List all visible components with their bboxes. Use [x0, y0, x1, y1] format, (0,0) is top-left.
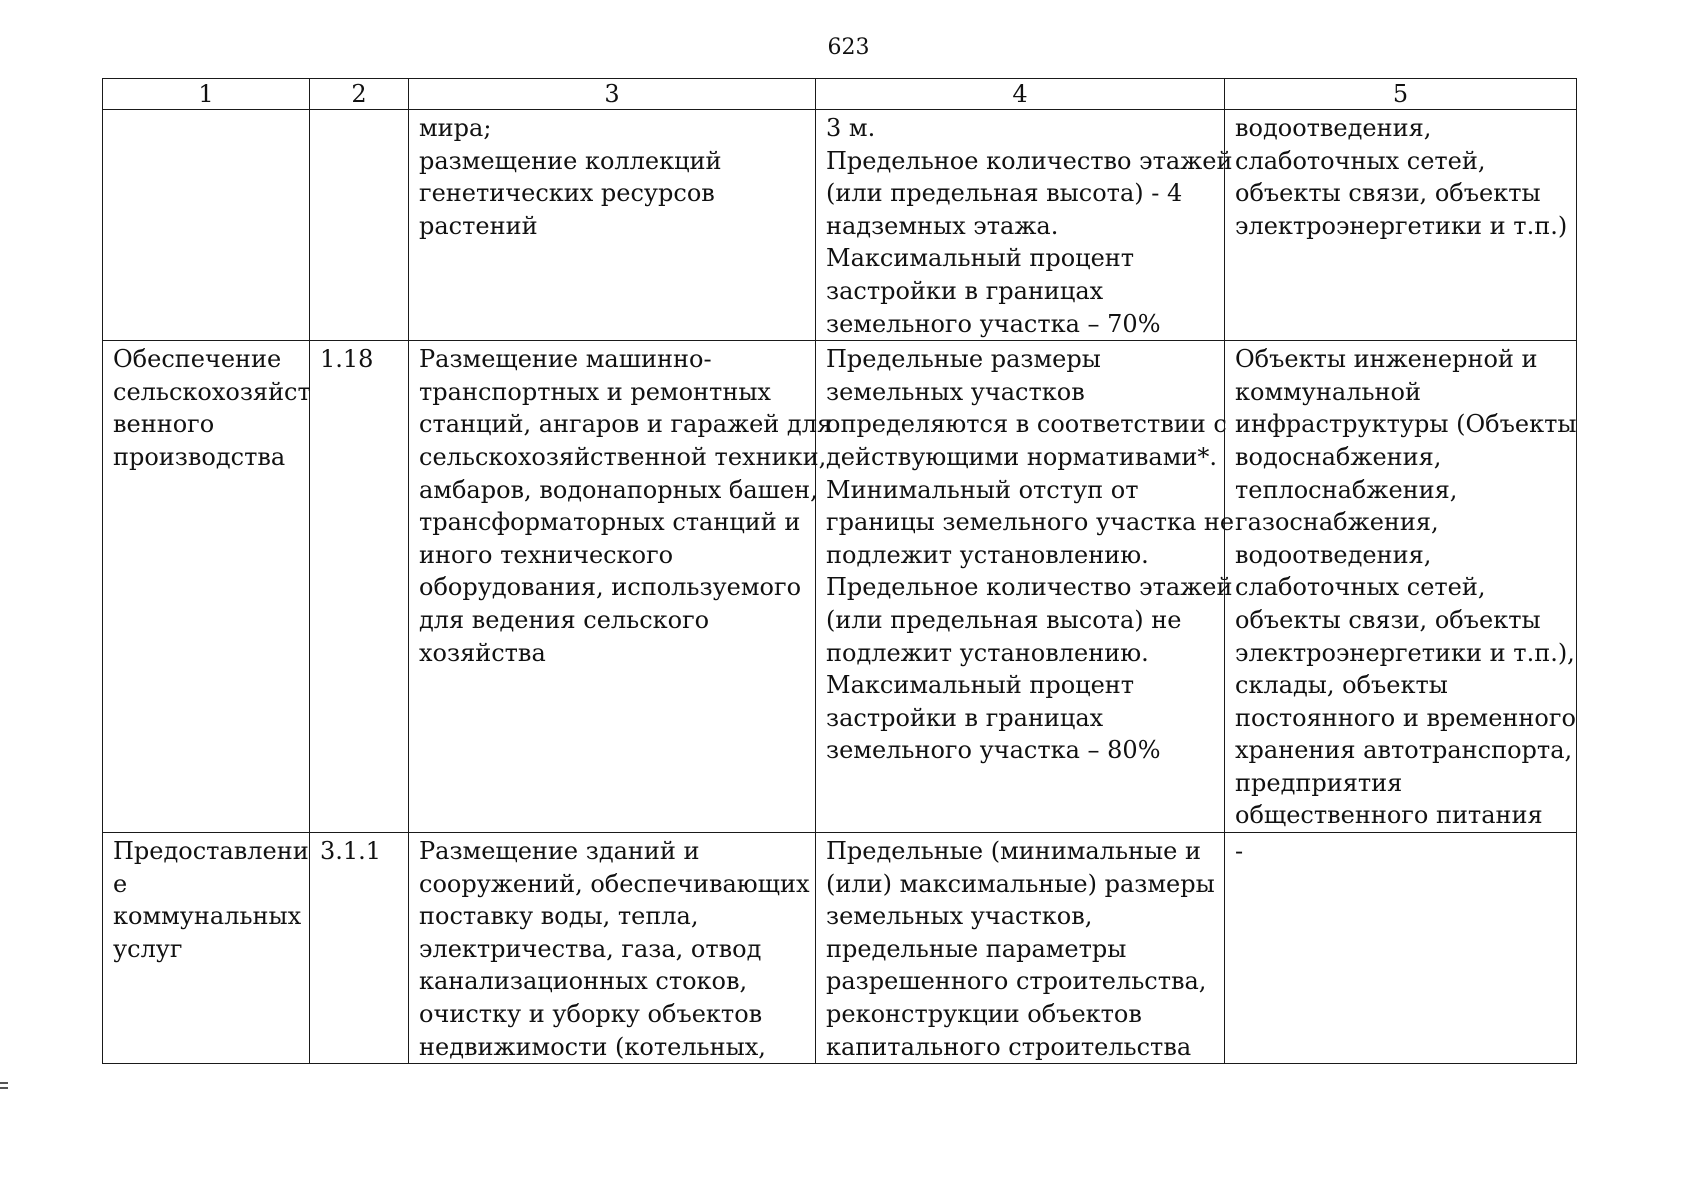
text-line: мира; [419, 114, 492, 142]
text-line: растений [419, 211, 538, 240]
text-line: хранения автотранспорта, [1235, 736, 1573, 765]
text-line: реконструкции объектов [826, 1000, 1142, 1029]
text-line: коммунальной [1235, 377, 1421, 406]
column-header: 5 [1225, 79, 1577, 110]
description-cell [409, 833, 816, 1064]
auxiliary-uses-cell [1225, 833, 1577, 1064]
text-line: 3.1.1 [320, 837, 382, 866]
text-line: недвижимости (котельных, [419, 1032, 766, 1061]
text-line: услуг [113, 934, 183, 963]
text-line: Максимальный процент [826, 244, 1135, 273]
text-line: Объекты инженерной и [1235, 345, 1538, 374]
page-number: 623 [827, 35, 870, 60]
text-line: электричества, газа, отвод [419, 934, 762, 963]
text-line: 3 м. [826, 114, 876, 142]
text-line: Размещение зданий и [419, 837, 700, 866]
text-line: станций, ангаров и гаражей для [419, 410, 833, 439]
text-line: сельскохозяйственной техники, [419, 442, 827, 471]
text-line: земельного участка – 80% [826, 736, 1161, 765]
text-line: земельного участка – 70% [826, 309, 1161, 338]
text-line: водоотведения, [1235, 114, 1432, 142]
text-line: электроэнергетики и т.п.), [1235, 638, 1575, 667]
zoning-table [102, 78, 1577, 1064]
column-header: 4 [816, 79, 1225, 110]
code-cell [310, 341, 409, 833]
text-line: объекты связи, объекты [1235, 605, 1541, 634]
scan-margin-mark [0, 1087, 8, 1089]
column-header: 3 [409, 79, 816, 110]
text-line: предельные параметры [826, 934, 1127, 963]
text-line: склады, объекты [1235, 671, 1448, 700]
table-header-row [103, 79, 1577, 110]
text-line: 1.18 [320, 345, 374, 374]
text-line: (или предельная высота) не [826, 605, 1182, 634]
text-line: венного [113, 410, 215, 439]
text-line: амбаров, водонапорных башен, [419, 475, 818, 504]
text-line: сооружений, обеспечивающих [419, 869, 810, 898]
text-line: (или предельная высота) - 4 [826, 179, 1183, 208]
text-line: оборудования, используемого [419, 573, 802, 602]
text-line: электроэнергетики и т.п.) [1235, 211, 1568, 240]
text-line: теплоснабжения, [1235, 475, 1458, 504]
text-line: производства [113, 442, 286, 471]
text-line: застройки в границах [826, 276, 1104, 305]
table-row [103, 341, 1577, 833]
text-line: Предельные размеры [826, 345, 1101, 374]
column-header: 1 [103, 79, 310, 110]
text-line: газоснабжения, [1235, 508, 1439, 537]
text-line: подлежит установлению. [826, 540, 1149, 569]
text-line: действующими нормативами*. [826, 442, 1217, 471]
text-line: капитального строительства [826, 1032, 1192, 1061]
text-line: Предельное количество этажей [826, 146, 1233, 175]
code-cell [310, 110, 409, 341]
text-line: Предоставлени [113, 837, 309, 866]
text-line: земельных участков, [826, 902, 1093, 931]
text-line: е [113, 869, 128, 898]
parameters-cell [816, 341, 1235, 833]
text-line: общественного питания [1235, 801, 1543, 830]
text-line: надземных этажа. [826, 211, 1059, 240]
text-line: слаботочных сетей, [1235, 146, 1486, 175]
text-line: трансформаторных станций и [419, 508, 801, 537]
text-line: - [1235, 837, 1244, 866]
scan-margin-mark [0, 1082, 8, 1084]
table-row [103, 110, 1577, 341]
text-line: границы земельного участка не [826, 508, 1235, 537]
parameters-cell [816, 833, 1225, 1064]
text-line: сельскохозяйст [113, 377, 311, 406]
text-line: объекты связи, объекты [1235, 179, 1541, 208]
text-line: земельных участков [826, 377, 1085, 406]
use-type-cell [103, 833, 310, 1064]
text-line: водоснабжения, [1235, 442, 1442, 471]
text-line: размещение коллекций [419, 146, 722, 175]
text-line: Размещение машинно- [419, 345, 712, 374]
use-type-cell [103, 110, 310, 341]
text-line: застройки в границах [826, 703, 1104, 732]
text-line: подлежит установлению. [826, 638, 1149, 667]
text-line: слаботочных сетей, [1235, 573, 1486, 602]
text-line: инфраструктуры (Объекты [1235, 410, 1577, 439]
text-line: очистку и уборку объектов [419, 1000, 763, 1029]
text-line: Предельное количество этажей [826, 573, 1233, 602]
text-line: транспортных и ремонтных [419, 377, 771, 406]
text-line: поставку воды, тепла, [419, 902, 699, 931]
table-row [103, 833, 1577, 1064]
code-cell [310, 833, 409, 1064]
column-header: 2 [310, 79, 409, 110]
text-line: разрешенного строительства, [826, 967, 1207, 996]
text-line: Минимальный отступ от [826, 475, 1139, 504]
text-line: Предельные (минимальные и [826, 837, 1201, 866]
text-line: канализационных стоков, [419, 967, 748, 996]
description-cell [409, 110, 816, 341]
text-line: определяются в соответствии с [826, 410, 1227, 439]
text-line: (или) максимальные) размеры [826, 869, 1215, 898]
text-line: генетических ресурсов [419, 179, 715, 208]
text-line: хозяйства [419, 638, 546, 667]
use-type-cell [103, 341, 310, 833]
text-line: предприятия [1235, 768, 1403, 797]
auxiliary-uses-cell [1225, 110, 1577, 341]
text-line: Обеспечение [113, 345, 282, 374]
text-line: Максимальный процент [826, 671, 1135, 700]
text-line: иного технического [419, 540, 674, 569]
text-line: коммунальных [113, 902, 302, 931]
description-cell [409, 341, 833, 833]
text-line: постоянного и временного [1235, 703, 1576, 732]
auxiliary-uses-cell [1225, 341, 1577, 833]
text-line: для ведения сельского [419, 605, 710, 634]
parameters-cell [816, 110, 1233, 341]
text-line: водоотведения, [1235, 540, 1432, 569]
